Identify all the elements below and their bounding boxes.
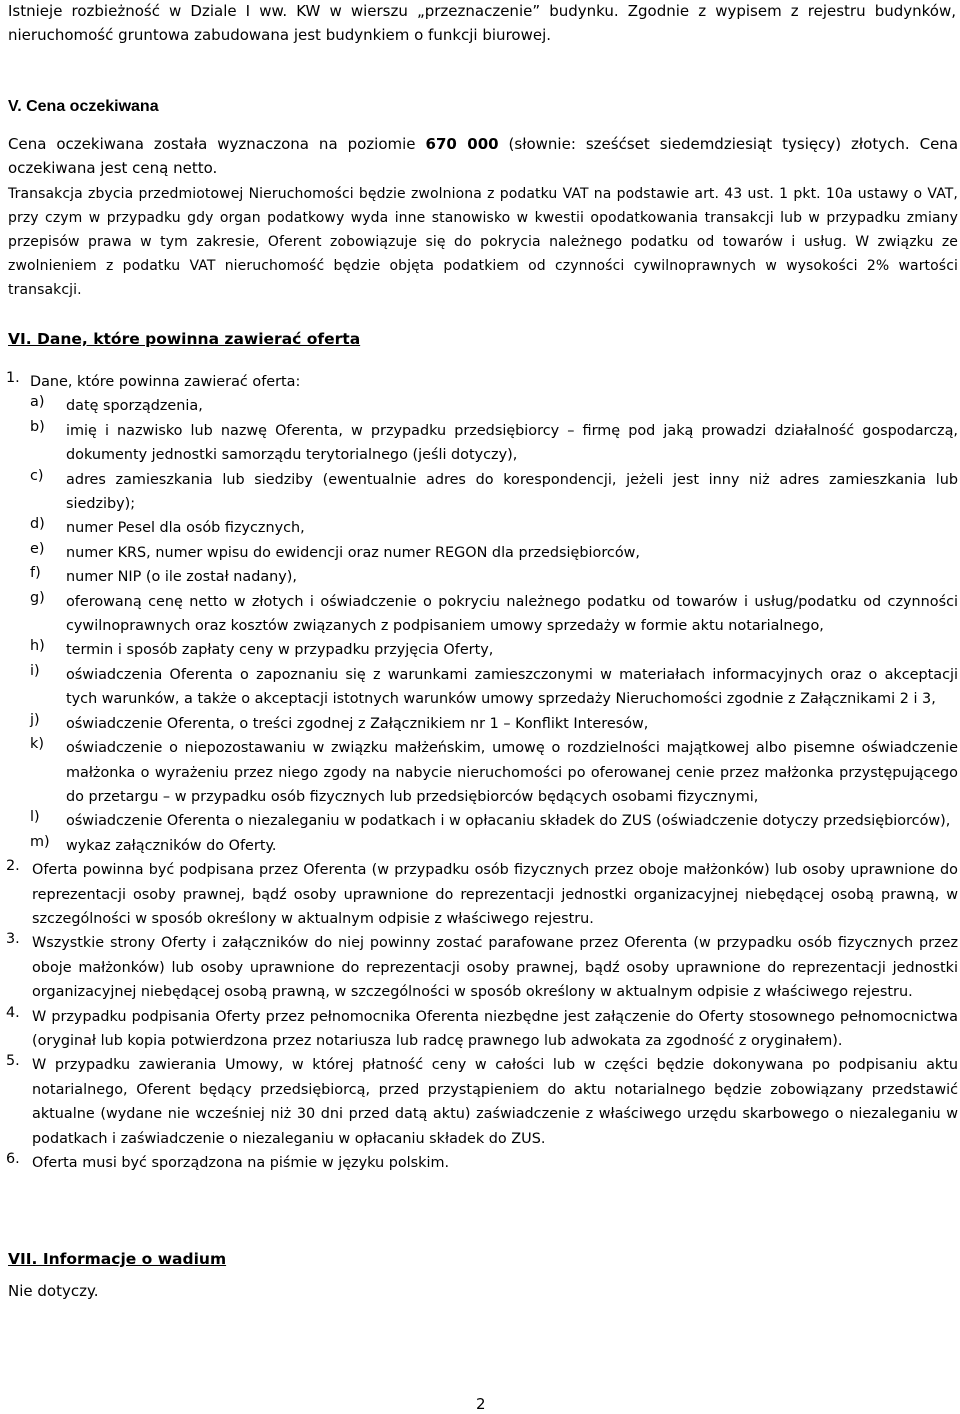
sub-list [30, 394, 958, 858]
list-item-text: W przypadku podpisania Oferty przez pełnomocnika Oferenta niezbędne jest załączenie do Oferty stosownego pełnomocnictwa (oryginał lub kopia potwierdzona przez notariusza lub radcę prawnego lub adwokata za zgodność z oryginałem). [32, 1008, 958, 1049]
sub-list-item [30, 663, 958, 712]
sub-list-item-text: adres zamieszkania lub siedziby (ewentualnie adres do korespondencji, jeżeli jest inny niż adres zamieszkania lub siedziby); [66, 471, 958, 513]
sub-list-item-label: i) [30, 662, 40, 679]
sub-list-item-text: oświadczenie o niepozostawaniu w związku małżeńskim, umowę o rozdzielności majątkowej albo pisemne oświadczenie małżonka o wyrażeniu przez niego zgody na nabycie nieruchomości po oferowanej cenie przez małżonka przystępującego do przetargu – w przypadku osób fizycznych lub przedsiębiorców będących osobami fizycznymi, [66, 740, 958, 805]
list-item-text: Wszystkie strony Oferty i załączników do niej powinny zostać parafowane przez Oferenta (w przypadku osób fizycznych przez oboje małżonków) lub osoby uprawnione do reprezentacji osoby prawnej, bądź osoby uprawnione do reprezentacji jednostki organizacyjnej niebędącej osobą prawną, w szczególności w sposób określony w aktualnym odpisie z właściwego rejestru. [32, 935, 958, 1001]
sub-list-item-label: m) [30, 833, 50, 850]
list-item-number: 4. [6, 1004, 20, 1021]
sub-list-item-text: datę sporządzenia, [66, 398, 203, 415]
sub-list-item [30, 394, 958, 418]
sub-list-item-label: d) [30, 516, 45, 533]
sub-list-item-text: oświadczenie Oferenta, o treści zgodnej z Załącznikiem nr 1 – Konflikt Interesów, [66, 715, 649, 732]
expected-price-text-after: (słownie: sześćset siedemdziesiąt tysięcy) złotych. Cena oczekiwana jest ceną netto. [8, 135, 959, 177]
main-list [6, 858, 958, 1175]
expected-price-amount: 670 000 [425, 135, 499, 153]
sub-list-item-text: oferowaną cenę netto w złotych i oświadczenie o pokryciu należnego podatku od towarów i usług/podatku od czynności cywilnoprawnych oraz kosztów związanych z podpisaniem umowy sprzedaży w formie aktu notarialnego, [66, 593, 958, 635]
sub-list-item [30, 590, 958, 639]
list-item-number: 6. [6, 1151, 20, 1167]
sub-list-item-text: numer KRS, numer wpisu do ewidencji oraz numer REGON dla przedsiębiorców, [66, 544, 640, 561]
list-item-number: 1. [6, 370, 20, 386]
sub-list-item [30, 736, 958, 809]
section-6-heading: VI. Dane, które powinna zawierać oferta [8, 330, 361, 348]
sub-list-item-label: a) [30, 394, 45, 411]
sub-list-item-text: numer Pesel dla osób fizycznych, [66, 520, 305, 537]
sub-list-item [30, 468, 958, 517]
offer-requirements-list [6, 370, 958, 1175]
sub-list-item-text: oświadczenia Oferenta o zapoznaniu się z warunkami zamieszczonymi w materiałach informacyjnych oraz o akceptacji tych warunków, a także o akceptacji istotnych warunków umowy sprzedaży Nieruchomości zgodnie z Załącznikami 2 i 3, [66, 666, 958, 708]
sub-list-item-label: b) [30, 418, 45, 435]
section-7-heading: VII. Informacje o wadium [8, 1250, 227, 1268]
sub-list-item-label: k) [30, 736, 44, 753]
sub-list-item-label: e) [30, 540, 45, 557]
list-item [6, 931, 958, 1004]
page-number: 2 [476, 1395, 486, 1413]
list-item [6, 1053, 958, 1151]
sub-list-item-text: imię i nazwisko lub nazwę Oferenta, w przypadku przedsiębiorcy – firmę pod jaką prowadzi działalność gospodarczą, dokumenty jednostki samorządu terytorialnego (jeśli dotyczy), [66, 422, 958, 464]
expected-price-paragraph [8, 132, 958, 180]
sub-list-item-label: f) [30, 565, 41, 582]
sub-list-item-label: j) [30, 711, 40, 728]
sub-list-item-label: g) [30, 589, 45, 606]
list-item-text: Oferta powinna być podpisana przez Oferenta (w przypadku osób fizycznych przez oboje małżonków) lub osoby uprawnione do reprezentacji osoby prawnej, bądź osoby uprawnione do reprezentacji jednostki organizacyjnej niebędącej osobą prawną, w szczególności w sposób określony w aktualnym odpisie z właściwego rejestru. [32, 862, 958, 927]
sub-list-item [30, 638, 958, 662]
section-5-body [8, 132, 958, 302]
sub-list-item-text: oświadczenie Oferenta o niezaleganiu w podatkach i w opłacaniu składek do ZUS (oświadczenie dotyczy przedsiębiorców), [66, 813, 951, 830]
sub-list-item [30, 834, 958, 858]
expected-price-text-before: Cena oczekiwana została wyznaczona na poziomie [8, 135, 426, 153]
sub-list-item-text: numer NIP (o ile został nadany), [66, 569, 297, 586]
sub-list-item [30, 565, 958, 589]
sub-list-item-text: wykaz załączników do Oferty. [66, 837, 277, 854]
list-item-text: W przypadku zawierania Umowy, w której płatność ceny w całości lub w części będzie dokonywana po podpisaniu aktu notarialnego, Oferent będący przedsiębiorcą, przed przystąpieniem do aktu notarialnego będzie zobowiązany przedstawić aktualne (wydane nie wcześniej niż 30 dni przed datą aktu) zaświadczenie z właściwego urzędu skarbowego o niezaleganiu w podatkach i zaświadczenie o niezaleganiu w opłacaniu składek do ZUS. [32, 1057, 958, 1147]
sub-list-item-text: termin i sposób zapłaty ceny w przypadku przyjęcia Oferty, [66, 642, 494, 659]
sub-list-item [30, 419, 958, 468]
sub-list-item-label: l) [30, 809, 40, 826]
sub-list-item [30, 712, 958, 736]
section-7-body: Nie dotyczy. [8, 1282, 99, 1300]
list-item-number: 5. [6, 1053, 20, 1070]
vat-paragraph: Transakcja zbycia przedmiotowej Nieruchomości będzie zwolniona z podatku VAT na podstawie art. 43 ust. 1 pkt. 10a ustawy o VAT, przy czym w przypadku gdy organ podatkowy wyda inne stanowisko w kwestii opodatkowania transakcji lub w przypadku zmiany przepisów prawa w tym zakresie, Oferent zobowiązuje się do pokrycia należnego podatku od towarów i usług. W związku ze zwolnieniem z podatku VAT nieruchomość będzie objęta podatkiem od czynności cywilnoprawnych w wysokości 2% wartości transakcji. [8, 186, 958, 298]
list-item-number: 3. [6, 931, 20, 948]
sub-list-item [30, 809, 958, 833]
sub-list-item-label: h) [30, 638, 45, 655]
list-item-text: Dane, które powinna zawierać oferta: [30, 374, 301, 390]
list-item [6, 370, 958, 858]
section-5-heading: V. Cena oczekiwana [8, 98, 159, 115]
sub-list-item [30, 541, 958, 565]
list-item [6, 1151, 958, 1175]
list-item [6, 858, 958, 931]
list-item [6, 1005, 958, 1054]
intro-paragraph: Istnieje rozbieżność w Dziale I ww. KW w wierszu „przeznaczenie” budynku. Zgodnie z wypisem z rejestru budynków, nieruchomość gruntowa zabudowana jest budynkiem o funkcji biurowej. [8, 2, 956, 44]
list-item-number: 2. [6, 858, 20, 875]
sub-list-item-label: c) [30, 467, 44, 484]
sub-list-item [30, 516, 958, 540]
list-item-text: Oferta musi być sporządzona na piśmie w języku polskim. [32, 1155, 450, 1171]
